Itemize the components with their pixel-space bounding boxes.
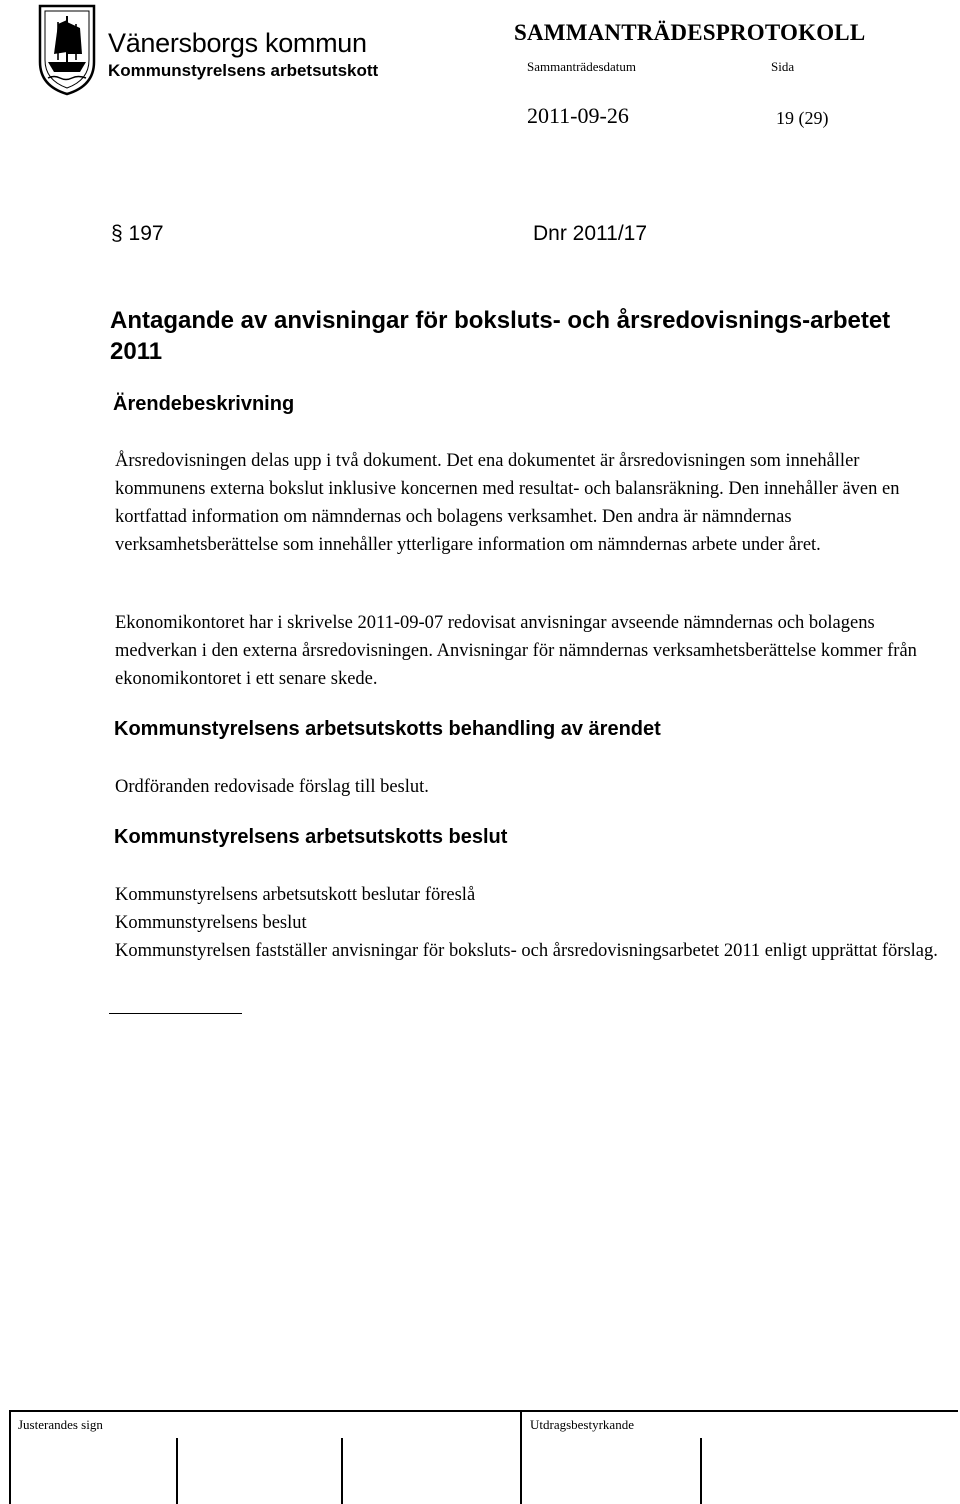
decision-line: Kommunstyrelsen fastställer anvisningar för boksluts- och årsredovisningsarbetet 2011 enligt upprättat förslag. <box>115 941 938 961</box>
case-title: Antagande av anvisningar för boksluts- och årsredovisnings-arbetet 2011 <box>110 307 891 365</box>
handling-text: Ordföranden redovisade förslag till beslut. <box>115 777 429 797</box>
meeting-date: 2011-09-26 <box>527 103 629 128</box>
section-number: § 197 <box>111 222 164 245</box>
document-type: SAMMANTRÄDESPROTOKOLL <box>514 20 866 45</box>
organization-name: Vänersborgs kommun <box>108 28 367 58</box>
organization-unit: Kommunstyrelsens arbetsutskott <box>108 61 379 80</box>
description-paragraph: Årsredovisningen delas upp i två dokument. Det ena dokumentet är årsredovisningen som innehåller kommunens externa bokslut inklusive koncernen med resultat- och balansräkning. Den innehåller även en kortfattad information om nämndernas och bolagens verksamhet. Den andra är nämndernas verksamhetsberättelse som innehåller ytterligare information om nämndernas arbete under året. <box>115 451 900 555</box>
page-label: Sida <box>771 59 795 74</box>
meeting-date-label: Sammanträdesdatum <box>527 59 637 74</box>
signature-field-divider <box>341 1438 343 1504</box>
municipality-coat-of-arms-logo <box>36 2 98 96</box>
description-heading: Ärendebeskrivning <box>113 393 295 415</box>
signature-field-divider <box>700 1438 702 1504</box>
footer-divider <box>520 1410 522 1504</box>
extract-certification-label: Utdragsbestyrkande <box>530 1417 634 1432</box>
footer-divider <box>9 1410 11 1504</box>
footer-top-rule <box>10 1410 958 1412</box>
decision-line: Kommunstyrelsens arbetsutskott beslutar föreslå <box>115 885 476 905</box>
signature-label: Justerandes sign <box>18 1417 103 1432</box>
signature-field-divider <box>176 1438 178 1504</box>
case-reference-number: Dnr 2011/17 <box>533 222 648 245</box>
decision-line: Kommunstyrelsens beslut <box>115 913 307 933</box>
decision-text <box>115 881 945 965</box>
description-paragraph: Ekonomikontoret har i skrivelse 2011-09-07 redovisat anvisningar avseende nämndernas och bolagens medverkan i den externa årsredovisningen. Anvisningar för nämndernas verksamhetsberättelse kommer från ekonomikontoret i ett senare skede. <box>115 613 917 689</box>
decision-heading: Kommunstyrelsens arbetsutskotts beslut <box>114 826 508 848</box>
page-number: 19 (29) <box>776 108 829 128</box>
handling-heading: Kommunstyrelsens arbetsutskotts behandling av ärendet <box>114 718 661 740</box>
end-of-section-rule <box>109 1013 242 1014</box>
